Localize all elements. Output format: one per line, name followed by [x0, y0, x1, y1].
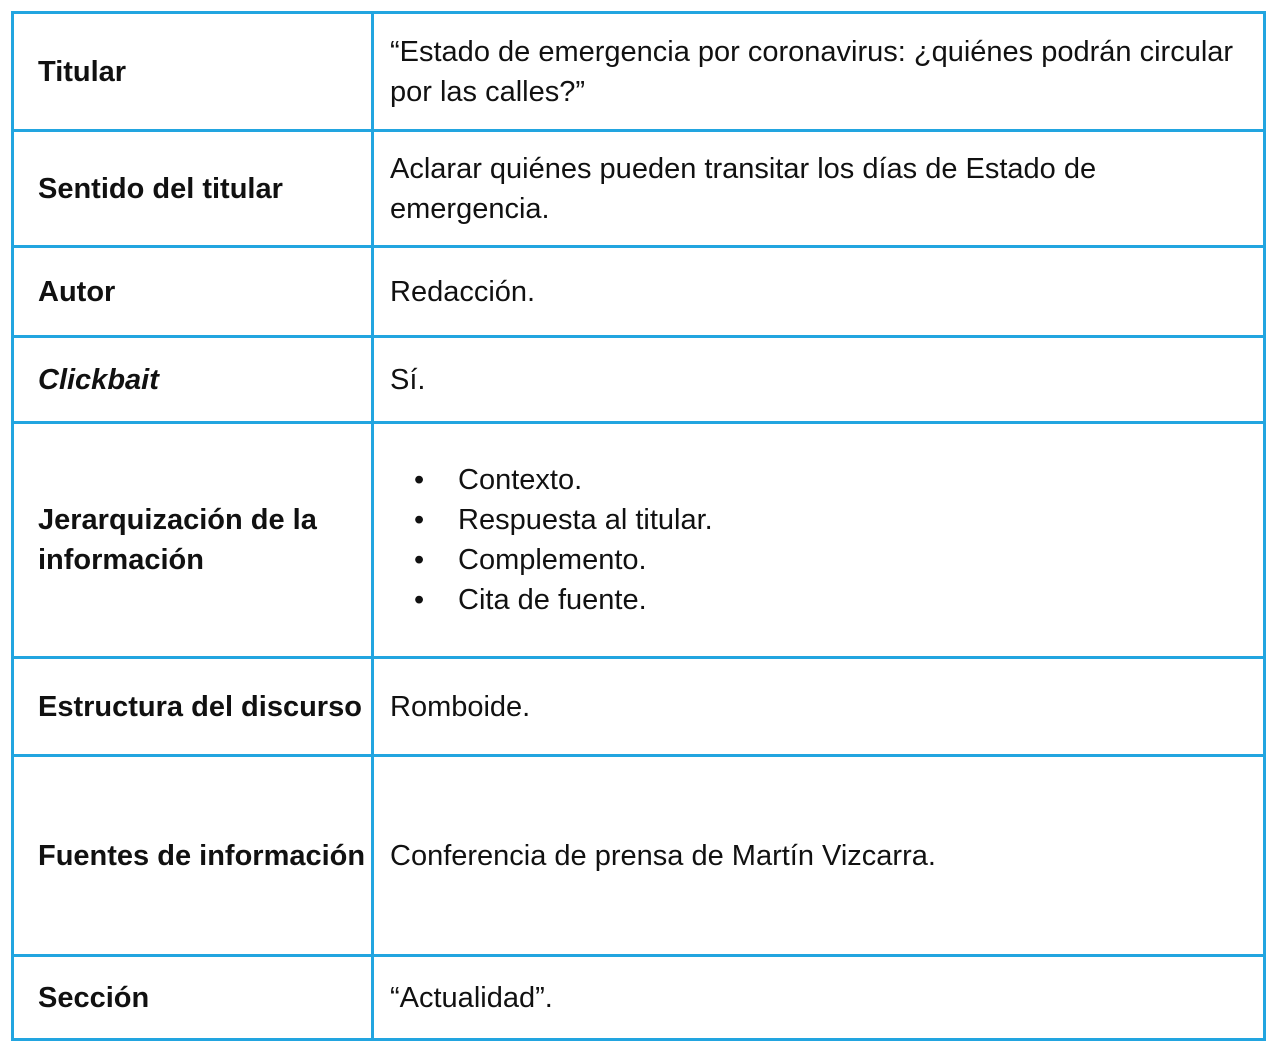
- table-row-seccion: [13, 956, 1265, 1040]
- list-item: [390, 460, 1249, 500]
- row-value: “Estado de emergencia por coronavirus: ¿quiénes podrán circular por las calles?”: [373, 13, 1265, 131]
- row-label: Sentido del titular: [13, 131, 373, 247]
- row-label: Fuentes de información: [13, 756, 373, 956]
- row-value: Sí.: [373, 337, 1265, 423]
- row-value: [373, 423, 1265, 658]
- table-row-estructura: [13, 658, 1265, 756]
- table-row-titular: [13, 13, 1265, 131]
- table-row-sentido: [13, 131, 1265, 247]
- bullet-list: [390, 460, 1249, 620]
- table-row-autor: [13, 247, 1265, 337]
- row-label: Titular: [13, 13, 373, 131]
- row-label: Sección: [13, 956, 373, 1040]
- row-value: Redacción.: [373, 247, 1265, 337]
- bullet-icon: •: [414, 584, 425, 616]
- bullet-icon: •: [414, 464, 425, 496]
- analysis-table: [11, 11, 1266, 1041]
- row-label: Autor: [13, 247, 373, 337]
- row-label: Estructura del discurso: [13, 658, 373, 756]
- list-item: [390, 580, 1249, 620]
- list-item-text: Respuesta al titular.: [458, 504, 713, 536]
- table-row-jerarquizacion: [13, 423, 1265, 658]
- row-value: Conferencia de prensa de Martín Vizcarra.: [373, 756, 1265, 956]
- row-label: Clickbait: [13, 337, 373, 423]
- list-item-text: Cita de fuente.: [458, 584, 647, 616]
- table-row-clickbait: [13, 337, 1265, 423]
- row-value: Romboide.: [373, 658, 1265, 756]
- row-label: Jerarquización de la información: [13, 423, 373, 658]
- row-value: Aclarar quiénes pueden transitar los días de Estado de emergencia.: [373, 131, 1265, 247]
- list-item-text: Contexto.: [458, 464, 583, 496]
- list-item: [390, 500, 1249, 540]
- list-item: [390, 540, 1249, 580]
- bullet-icon: •: [414, 504, 425, 536]
- list-item-text: Complemento.: [458, 544, 647, 576]
- row-value: “Actualidad”.: [373, 956, 1265, 1040]
- table-row-fuentes: [13, 756, 1265, 956]
- bullet-icon: •: [414, 544, 425, 576]
